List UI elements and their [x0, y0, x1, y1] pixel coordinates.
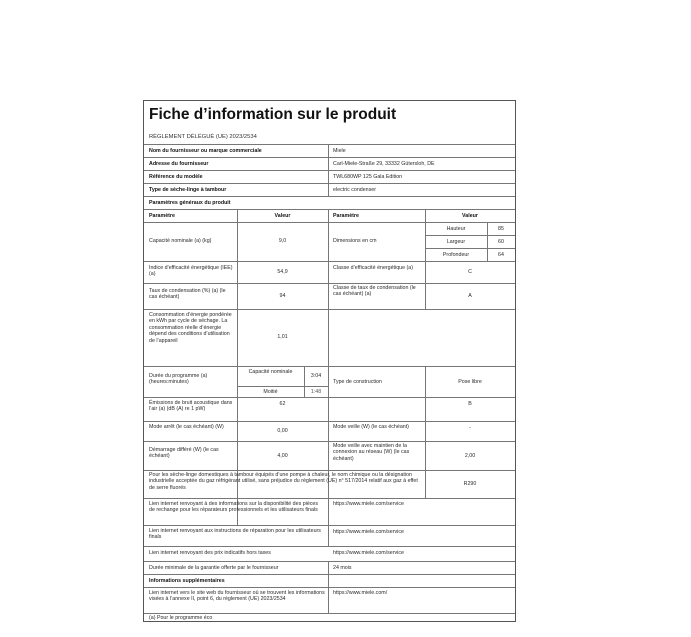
divider — [237, 386, 328, 387]
spare-parts-label: Lien internet renvoyant à des informations sur la disponibilité des pièces de rechange pour les réparateurs professionnels et les utilisateurs finals — [149, 501, 319, 514]
website-link[interactable]: https://www.miele.com/ — [333, 590, 388, 596]
regulation-reference: RÈGLEMENT DÉLÉGUÉ (UE) 2023/2534 — [149, 134, 257, 140]
networked-standby-value: 2,00 — [464, 453, 476, 459]
divider — [144, 397, 515, 398]
divider — [144, 261, 515, 262]
eei-value: 54,9 — [277, 269, 288, 275]
refrigerant-label: Pour les sèche-linge domestiques à tambour équipés d’une pompe à chaleur, le nom chimique ou la désignation industrielle acceptée du gaz réfrigérant utilisé, sans préjudice du règlement (UE) n° 517/2014 relatif aux gaz à effet de serre fluorés — [149, 472, 418, 491]
supplier-name-label: Nom du fournisseur ou marque commerciale — [149, 148, 262, 154]
width-label: Largeur — [446, 239, 466, 245]
duration-full-value: 3:04 — [310, 373, 322, 379]
supplier-address-label: Adresse du fournisseur — [149, 161, 209, 167]
duration-half-label: Moitié — [263, 389, 278, 395]
repair-label: Lien internet renvoyant aux instructions de réparation pour les utilisateurs finals — [149, 528, 321, 541]
supplier-address-value: Carl-Miele-Straße 29, 33332 Gütersloh, DE — [333, 161, 435, 167]
divider — [144, 546, 515, 547]
divider — [144, 498, 515, 499]
general-parameters-heading: Paramètres généraux du produit — [149, 200, 231, 206]
depth-label: Profondeur — [442, 252, 470, 258]
divider — [328, 561, 329, 587]
divider — [144, 209, 515, 210]
energy-class-value: C — [468, 269, 472, 275]
capacity-label: Capacité nominale (a) (kg) — [149, 238, 212, 244]
divider — [144, 222, 515, 223]
divider — [144, 309, 515, 310]
divider — [144, 613, 515, 614]
divider — [144, 421, 515, 422]
off-mode-label: Mode arrêt (le cas échéant) (W) — [149, 424, 224, 430]
condensation-label: Taux de condensation (%) (a) (le cas échéant) — [149, 288, 226, 301]
condensation-value: 94 — [279, 293, 286, 299]
spare-parts-link[interactable]: https://www.miele.com/service — [333, 501, 404, 507]
divider — [328, 209, 329, 546]
divider — [144, 183, 515, 184]
column-header-parameter: Paramètre — [333, 213, 359, 219]
divider — [425, 366, 426, 498]
prices-link[interactable]: https://www.miele.com/service — [333, 550, 404, 556]
height-label: Hauteur — [446, 226, 466, 232]
divider — [144, 574, 515, 575]
energy-consumption-value: 1,01 — [277, 334, 288, 340]
product-information-sheet — [143, 100, 516, 622]
divider — [144, 561, 515, 562]
noise-class-value: B — [468, 401, 472, 407]
networked-standby-label: Mode veille avec maintien de la connexion au réseau (W) (le cas échéant) — [333, 443, 410, 462]
duration-label: Durée du programme (a) (heures:minutes) — [149, 373, 208, 386]
prices-label: Lien internet renvoyant des prix indicatifs hors taxes — [149, 550, 271, 556]
divider — [144, 366, 515, 367]
dryer-type-value: electric condenser — [333, 187, 376, 193]
divider — [144, 170, 515, 171]
dryer-type-label: Type de sèche-linge à tambour — [149, 187, 227, 193]
construction-label: Type de construction — [333, 379, 382, 385]
duration-full-label: Capacité nominale — [248, 369, 293, 375]
divider — [328, 144, 329, 196]
divider — [144, 196, 515, 197]
refrigerant-value: R290 — [463, 481, 477, 487]
divider — [144, 587, 515, 588]
supplier-name-value: Miele — [333, 148, 346, 154]
divider — [144, 525, 515, 526]
divider — [425, 235, 515, 236]
width-value: 60 — [498, 239, 504, 245]
capacity-value: 9,0 — [278, 238, 287, 244]
divider — [328, 587, 329, 613]
website-label: Lien internet vers le site web du fournisseur où se trouvent les informations visées à l’annexe II, point 6, du règlement (UE) 2023/2534 — [149, 590, 325, 603]
eei-label: Indice d’efficacité énergétique (IEE) (a) — [149, 265, 233, 278]
model-reference-value: TWL680WP 125 Gala Edition — [333, 174, 403, 180]
column-header-value: Valeur — [274, 213, 291, 219]
condensation-class-label: Classe de taux de condensation (le cas échéant) (a) — [333, 285, 416, 298]
energy-class-label: Classe d’efficacité énergétique (a) — [333, 265, 413, 271]
noise-value: 62 — [279, 401, 286, 407]
divider — [144, 144, 515, 145]
footnote: (a) Pour le programme éco — [149, 615, 213, 621]
divider — [144, 157, 515, 158]
repair-link[interactable]: https://www.miele.com/service — [333, 529, 404, 535]
divider — [425, 248, 515, 249]
noise-label: Émissions de bruit acoustique dans l’air (a) (dB (A) re 1 pW) — [149, 400, 233, 413]
off-mode-value: 0,00 — [277, 428, 288, 434]
warranty-label: Durée minimale de la garantie offerte par le fournisseur — [149, 565, 279, 571]
height-value: 85 — [498, 226, 504, 232]
warranty-value: 24 mois — [333, 565, 352, 571]
condensation-class-value: A — [468, 293, 472, 299]
divider — [144, 441, 515, 442]
standby-label: Mode veille (W) (le cas échéant) — [333, 424, 409, 430]
depth-value: 64 — [498, 252, 504, 258]
energy-consumption-label: Consommation d’énergie pondérée en kWh par cycle de séchage. La consommation réelle d’énergie dépend des conditions d’utilisation de l’appareil — [149, 312, 232, 344]
additional-info-heading: Informations supplémentaires — [149, 578, 225, 584]
divider — [144, 283, 515, 284]
divider — [144, 470, 515, 471]
standby-value: - — [469, 425, 471, 431]
model-reference-label: Référence du modèle — [149, 174, 203, 180]
delay-start-label: Démarrage différé (W) (le cas échéant) — [149, 447, 219, 460]
sheet-title: Fiche d’information sur le produit — [149, 106, 397, 123]
construction-value: Pose libre — [458, 379, 482, 385]
delay-start-value: 4,00 — [277, 453, 288, 459]
dimensions-label: Dimensions en cm — [333, 238, 377, 244]
duration-half-value: 1:48 — [310, 389, 322, 395]
column-header-value: Valeur — [462, 213, 478, 219]
column-header-parameter: Paramètre — [149, 213, 175, 219]
